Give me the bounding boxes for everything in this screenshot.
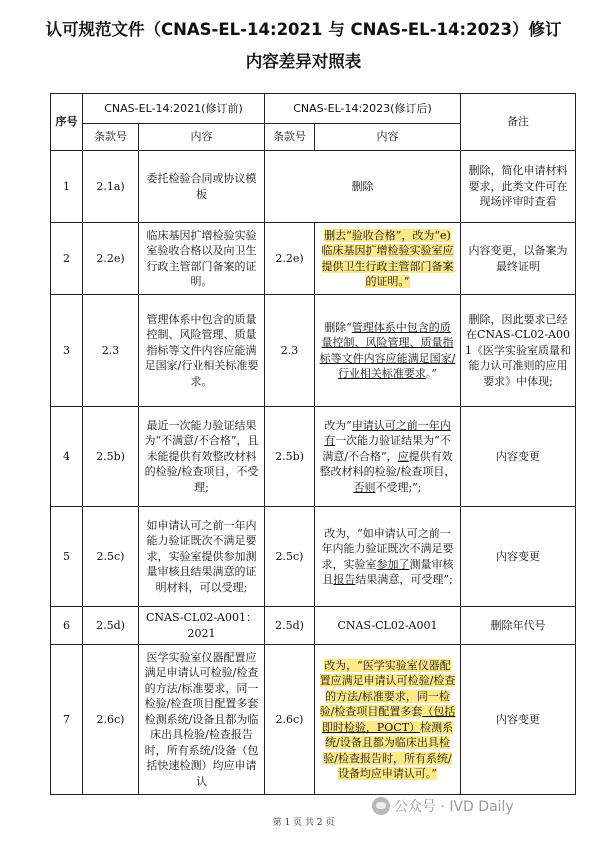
text-segment: 结果满意，可受理”; <box>355 573 453 586</box>
old-clause: 2.5c) <box>83 507 139 607</box>
new-content: CNAS-CL02-A001 <box>315 607 461 645</box>
header-old-version: CNAS-EL-14:2021(修订前) <box>83 94 265 124</box>
remark: 内容变更 <box>461 407 576 507</box>
header-new-clause: 条款号 <box>265 124 315 151</box>
table-row <box>51 223 576 295</box>
text-segment: 一次能力验证结果为“不满意/不合格”， <box>322 434 451 463</box>
old-clause: 2.5b) <box>83 407 139 507</box>
remark: 内容变更 <box>461 645 576 795</box>
comparison-table <box>50 93 576 795</box>
old-clause: 2.3 <box>83 295 139 407</box>
text-segment: 测量审核且 <box>322 557 454 586</box>
header-new-version: CNAS-EL-14:2023(修订后) <box>265 94 461 124</box>
highlighted-text: 检测系统/设备且都为临床出具检验/检查报告时，所有系统/设备均应申请认可。” <box>323 720 454 780</box>
new-content <box>315 645 461 795</box>
new-content-prefix: 删除“ <box>324 320 352 334</box>
header-old-content: 内容 <box>139 124 265 151</box>
header-new-content: 内容 <box>315 124 461 151</box>
row-number: 7 <box>51 645 83 795</box>
header-row-1 <box>51 94 576 124</box>
header-seq: 序号 <box>51 94 83 151</box>
old-clause: 2.5d) <box>83 607 139 645</box>
row-number: 2 <box>51 223 83 295</box>
table-row <box>51 407 576 507</box>
remark: 删除，简化申请材料要求，此类文件可在现场评审时查看 <box>461 151 576 223</box>
underlined-text: 管理体系中包含的质量控制、风险管理、质量指标等文件内容应能满足国家/行业相关标准要求 <box>319 320 456 380</box>
remark: 内容变更，以备案为最终证明 <box>461 223 576 295</box>
document-title-line2: 内容差异对照表 <box>245 52 362 71</box>
underlined-text: 应 <box>397 449 409 463</box>
watermark-text: 公众号 · IVD Daily <box>394 799 514 815</box>
table-row <box>51 607 576 645</box>
old-content: 最近一次能力验证结果为“不满意/不合格”，且未能提供有效整改材料的检验/检查项目，不受理; <box>139 407 265 507</box>
watermark <box>372 796 514 816</box>
text-segment: 改为“ <box>324 418 352 432</box>
new-clause: 2.5b) <box>265 407 315 507</box>
new-clause: 2.6c) <box>265 645 315 795</box>
remark: 内容变更 <box>461 507 576 607</box>
new-content <box>315 507 461 607</box>
document-title-line1: 认可规范文件（CNAS-EL-14:2021 与 CNAS-EL-14:2023）修订 <box>45 20 562 39</box>
highlighted-text: 改为，“医学实验室仪器配置应满足申请认可检验/检查的方法/标准要求，同一检验/检查项目配置多套 <box>319 658 456 718</box>
wechat-icon <box>372 797 390 815</box>
new-clause: 2.3 <box>265 295 315 407</box>
table-row <box>51 507 576 607</box>
old-content: 医学实验室仪器配置应满足申请认可检验/检查的方法/标准要求，同一检验/检查项目配置多套检测系统/设备且都为临床出具检验/检查报告时，所有系统/设备（包括快速检测）均应申请认 <box>139 645 265 795</box>
new-content <box>315 295 461 407</box>
new-clause: 2.2e) <box>265 223 315 295</box>
row-number: 1 <box>51 151 83 223</box>
new-clause: 2.5d) <box>265 607 315 645</box>
underlined-text: 否则 <box>353 480 376 494</box>
underlined-text: 报告 <box>333 573 356 586</box>
header-remark: 备注 <box>461 94 576 151</box>
old-content: 委托检验合同或协议模板 <box>139 151 265 223</box>
old-clause: 2.6c) <box>83 645 139 795</box>
row-number: 4 <box>51 407 83 507</box>
highlighted-underlined-text: （包括即时检验，POCT） <box>321 705 456 734</box>
underlined-text: 参加了 <box>376 557 410 571</box>
remark: 删除，因此要求已经在CNAS-CL02-A001《医学实验室质量和能力认可准则的应用要求》中体现; <box>461 295 576 407</box>
old-clause: 2.1a) <box>83 151 139 223</box>
remark: 删除年代号 <box>461 607 576 645</box>
old-clause: 2.2e) <box>83 223 139 295</box>
new-content: 删除 <box>265 151 461 223</box>
header-old-clause: 条款号 <box>83 124 139 151</box>
old-content: CNAS-CL02-A001：2021 <box>139 607 265 645</box>
text-segment: 改为，“如申请认可之前一年内能力验证既次不满足要求，实验室 <box>321 526 454 571</box>
table-row <box>51 295 576 407</box>
table-row <box>51 645 576 795</box>
row-number: 6 <box>51 607 83 645</box>
page-footer: 第 1 页 共 2 页 <box>272 818 335 828</box>
new-clause: 2.5c) <box>265 507 315 607</box>
row-number: 5 <box>51 507 83 607</box>
row-number: 3 <box>51 295 83 407</box>
highlighted-text: 删去“验收合格”，改为“e) 临床基因扩增检验实验室应提供卫生行政主管部门备案的证明。” <box>321 228 454 288</box>
old-content: 管理体系中包含的质量控制、风险管理、质量指标等文件内容应能满足国家/行业相关标准要求。 <box>139 295 265 407</box>
old-content: 如申请认可之前一年内能力验证既次不满足要求，实验室提供参加测量审核且结果满意的证明材料，可以受理; <box>139 507 265 607</box>
table-row <box>51 151 576 223</box>
text-segment: 不受理;”; <box>375 480 422 494</box>
text-segment: 提供有效整改材料的检验/检查项目， <box>319 449 456 479</box>
new-content <box>315 407 461 507</box>
underlined-text: 申请认可之前一年内有 <box>324 418 451 448</box>
new-content-suffix: 。” <box>425 367 438 380</box>
new-content <box>315 223 461 295</box>
old-content: 临床基因扩增检验实验室验收合格以及向卫生行政主管部门备案的证明。 <box>139 223 265 295</box>
